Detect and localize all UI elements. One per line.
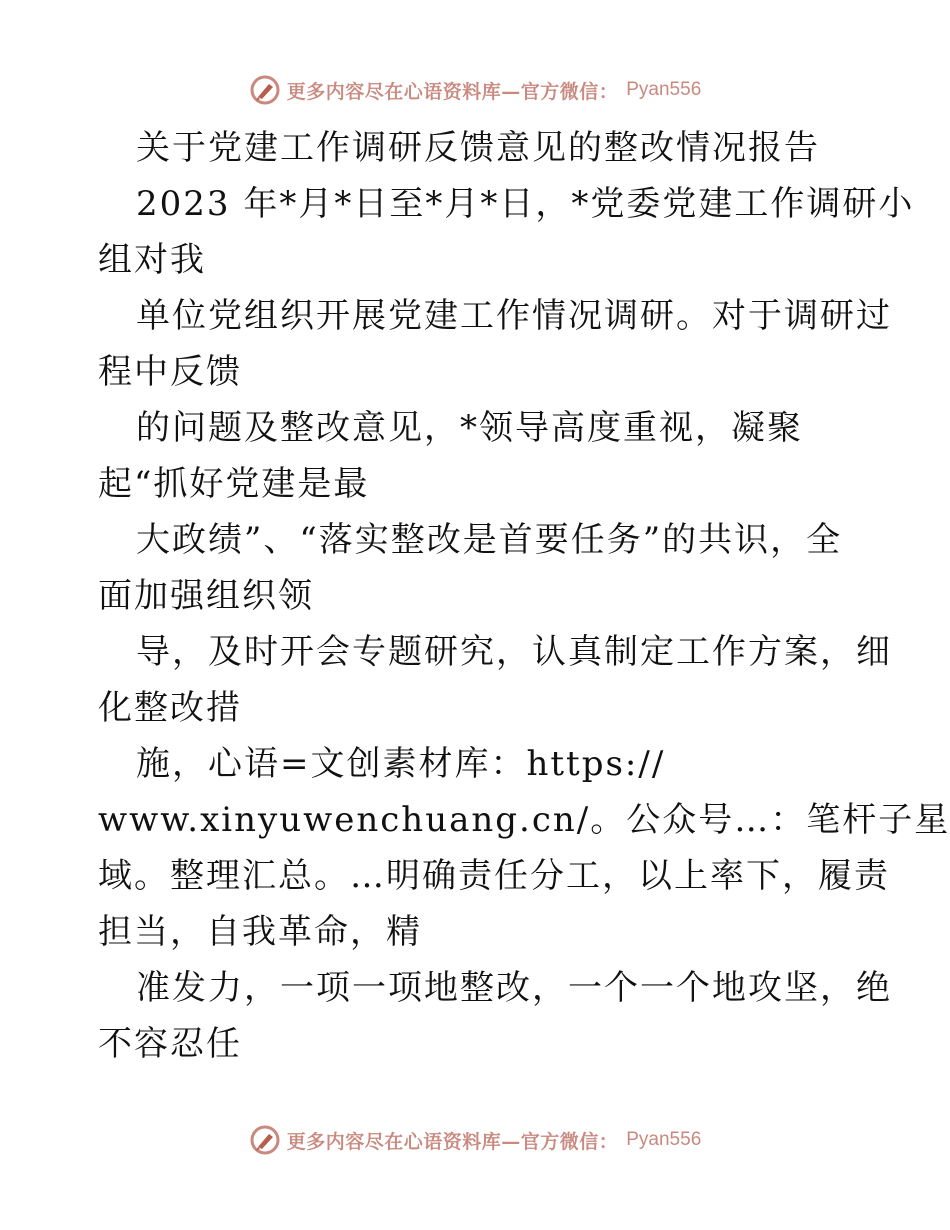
document-line: 担当，自我革命，精 bbox=[98, 912, 422, 952]
document-line: 化整改措 bbox=[98, 688, 242, 728]
document-line: 施，心语=文创素材库：https:// bbox=[136, 744, 666, 784]
document-line: 域。整理汇总。…明确责任分工，以上率下，履责 bbox=[98, 856, 890, 896]
document-line: 大政绩”、“落实整改是首要任务”的共识，全 bbox=[136, 520, 843, 560]
document-line: 面加强组织领 bbox=[98, 576, 314, 616]
document-line: 不容忍任 bbox=[98, 1024, 242, 1064]
footer-watermark bbox=[0, 1120, 950, 1160]
document-line: www.xinyuwenchuang.cn/。公众号…：笔杆子星 bbox=[98, 800, 950, 840]
watermark-text: 更多内容尽在心语资料库—官方微信： bbox=[286, 1130, 619, 1153]
document-line: 的问题及整改意见，*领导高度重视，凝聚 bbox=[136, 408, 803, 448]
document-line: 导，及时开会专题研究，认真制定工作方案，细 bbox=[136, 632, 892, 672]
document-line: 关于党建工作调研反馈意见的整改情况报告 bbox=[136, 128, 820, 168]
header-watermark bbox=[0, 70, 950, 110]
document-body bbox=[98, 120, 950, 1072]
document-line: 准发力，一项一项地整改，一个一个地攻坚，绝 bbox=[136, 968, 892, 1008]
watermark-wechat-id: Pyan556 bbox=[626, 79, 702, 100]
document-line: 起“抓好党建是最 bbox=[98, 464, 370, 504]
document-line: 2023 年*月*日至*月*日，*党委党建工作调研小 bbox=[136, 184, 915, 224]
pen-logo-icon bbox=[249, 74, 281, 106]
watermark-wechat-id: Pyan556 bbox=[626, 1129, 702, 1150]
pen-logo-icon bbox=[249, 1124, 281, 1156]
watermark-text: 更多内容尽在心语资料库—官方微信： bbox=[286, 80, 619, 103]
document-line: 单位党组织开展党建工作情况调研。对于调研过 bbox=[136, 296, 892, 336]
document-line: 程中反馈 bbox=[98, 352, 242, 392]
document-line: 组对我 bbox=[98, 240, 206, 280]
